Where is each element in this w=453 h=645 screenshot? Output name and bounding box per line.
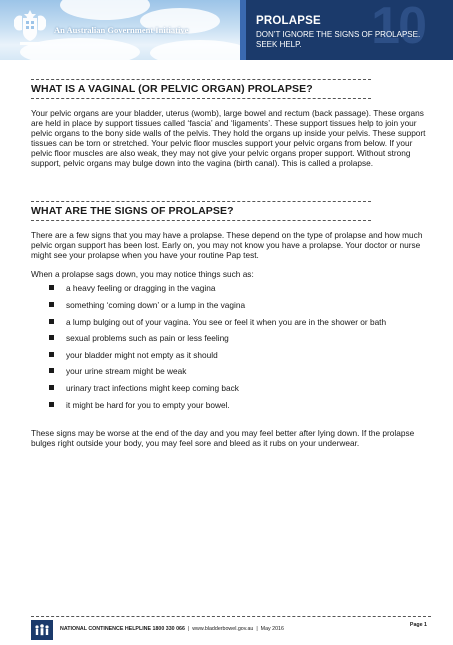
list-item [31,300,426,310]
footer-separator: | [256,626,258,632]
page-title: PROLAPSE [256,15,321,27]
website-link[interactable]: www.bladderbowel.gov.au [192,626,254,632]
helpline-text: NATIONAL CONTINENCE HELPLINE 1800 330 066 [60,626,185,632]
bullet-icon [49,302,54,307]
list-item-text: a heavy feeling or dragging in the vagina [66,283,216,294]
bullet-icon [49,319,54,324]
list-item-text: your urine stream might be weak [66,366,187,377]
page-header [0,0,453,60]
bullet-icon [49,335,54,340]
list-item [31,383,426,393]
sky-banner [0,0,240,60]
page-footer [0,616,453,644]
section-heading: WHAT IS A VAGINAL (OR PELVIC ORGAN) PROLAPSE? [31,83,313,95]
signs-list [31,283,431,409]
dashed-divider [31,220,371,221]
section-signs-of-prolapse [31,201,431,448]
list-item-text: a lump bulging out of your vagina. You see or feel it when you are in the shower or bath [66,316,387,327]
bullet-icon [49,368,54,373]
lead-paragraph: When a prolapse sags down, you may notice things such as: [31,269,254,280]
list-item [31,366,426,376]
list-item-text: your bladder might not empty as it should [66,349,218,360]
list-item-text: it might be hard for you to empty your bowel. [66,399,230,410]
publication-date: May 2016 [260,626,284,632]
list-item [31,350,426,360]
intro-paragraph: There are a few signs that you may have a prolapse. These depend on the type of prolapse and how much pelvic organ support has been lost. Early on, you may not know you have a prolapse. Your doctor or nurse might see your prolapse when you have your routine Pap test. [31,230,423,261]
footer-separator: | [187,626,190,632]
bullet-icon [49,285,54,290]
cloud-shape [60,0,150,20]
section-paragraph: Your pelvic organs are your bladder, uterus (womb), large bowel and rectum (back passage). These organs are held in place by support tissues called ‘fascia’ and ‘ligaments’. These support tissues help to join your pelvic organs to the bony side walls of the pelvis. They hold the organs up inside your pelvis. These support tissues can be torn or stretched. Your pelvic floor muscles support your pelvic organs from below. If your pelvic floor muscles are also weak, they may not give your pelvic organs proper support. Without strong support, pelvic organs may bulge down into the vagina (birth canal). This is called a prolapse. [31,108,426,169]
closing-paragraph: These signs may be worse at the end of the day and you may feel better after lying down. If the prolapse bulges right outside your body, you may feel sore and bleed as it rubs on your underwear. [31,427,415,448]
government-initiative-text: An Australian Government Initiative [54,25,189,35]
list-item-text: something ‘coming down’ or a lump in the vagina [66,299,246,310]
list-item [31,317,426,327]
accent-bar [240,0,246,60]
page-subtitle: DON’T IGNORE THE SIGNS OF PROLAPSE. SEEK HELP. [256,30,421,49]
list-item-text: sexual problems such as pain or less feeling [66,333,229,344]
section-what-is-prolapse [31,79,431,169]
fact-sheet-number: 10 [371,0,425,55]
dashed-divider [31,616,431,617]
section-heading: WHAT ARE THE SIGNS OF PROLAPSE? [31,205,234,217]
list-item [31,333,426,343]
bullet-icon [49,402,54,407]
list-item-text: urinary tract infections might keep coming back [66,382,239,393]
list-item [31,400,426,410]
bullet-icon [49,385,54,390]
coat-of-arms-icon [8,6,52,50]
bullet-icon [49,352,54,357]
page-number: Page 1 [409,622,427,628]
cloud-shape [150,40,240,60]
title-panel [240,0,453,60]
dashed-divider [31,201,371,202]
dashed-divider [31,98,371,99]
continence-foundation-logo-icon [31,620,53,640]
list-item [31,283,426,293]
dashed-divider [31,79,371,80]
footer-contact-line [60,626,284,632]
